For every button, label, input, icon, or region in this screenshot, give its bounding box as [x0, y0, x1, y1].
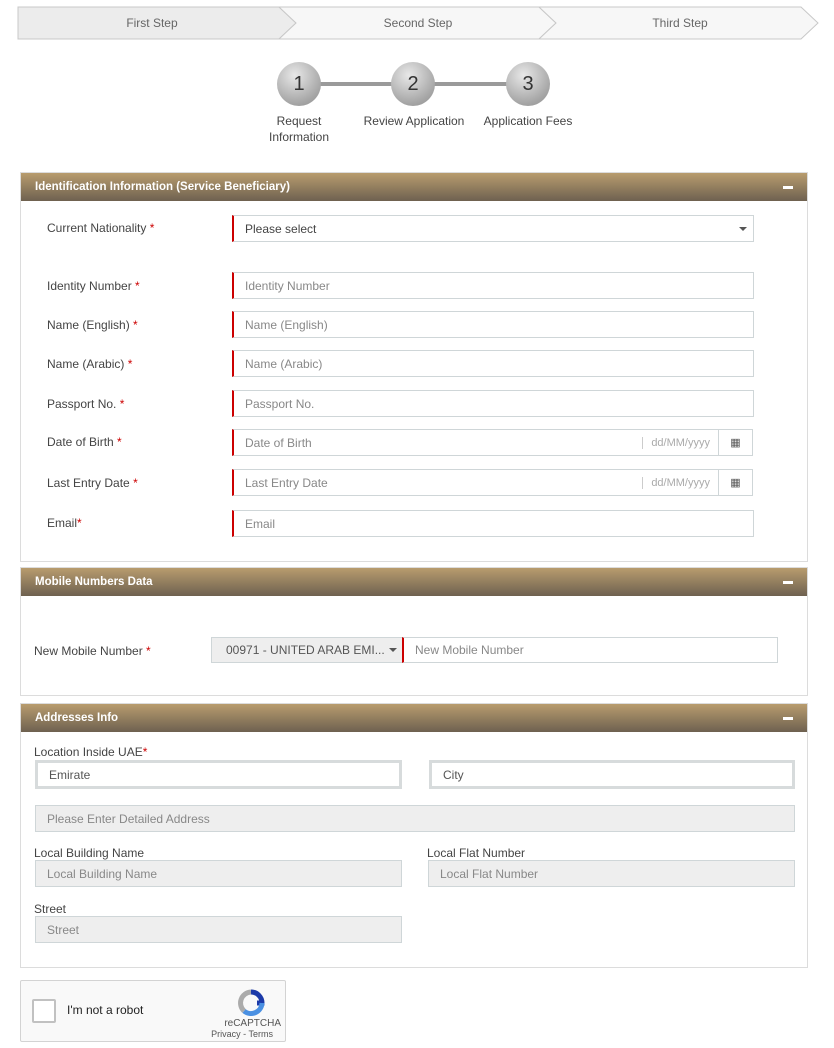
mobile-title: Mobile Numbers Data: [35, 576, 153, 588]
address-title: Addresses Info: [35, 712, 119, 724]
progress-label-1: Request Information: [268, 114, 330, 144]
passport-label: Passport No. *: [47, 397, 125, 411]
recaptcha-logo-icon: [236, 989, 266, 1017]
nationality-label: Current Nationality *: [47, 221, 155, 235]
last-entry-label: Last Entry Date *: [47, 476, 138, 490]
detailed-address-input[interactable]: Please Enter Detailed Address: [35, 805, 795, 832]
email-input[interactable]: Email: [232, 510, 754, 537]
email-label: Email*: [47, 516, 82, 530]
nationality-select[interactable]: Please select: [232, 215, 754, 242]
mobile-input[interactable]: New Mobile Number: [402, 637, 778, 663]
building-input[interactable]: Local Building Name: [35, 860, 402, 887]
dob-format: dd/MM/yyyy: [642, 437, 710, 449]
identification-title: Identification Information (Service Beneficiary): [35, 181, 290, 193]
emirate-select[interactable]: Emirate: [35, 760, 402, 789]
dob-input[interactable]: Date of Birth dd/MM/yyyy: [232, 429, 719, 456]
identification-header[interactable]: [21, 173, 807, 201]
name-en-label: Name (English) *: [47, 318, 138, 332]
recaptcha-links[interactable]: Privacy - Terms: [211, 1029, 273, 1039]
chevron-down-icon: [389, 648, 397, 652]
progress-step-1: 1: [277, 62, 321, 106]
flat-input[interactable]: Local Flat Number: [428, 860, 795, 887]
flat-label: Local Flat Number: [427, 846, 526, 860]
recaptcha-checkbox[interactable]: [32, 999, 56, 1023]
progress-step-3: 3: [506, 62, 550, 106]
street-label: Street: [34, 902, 67, 916]
identity-input[interactable]: Identity Number: [232, 272, 754, 299]
building-label: Local Building Name: [34, 846, 145, 860]
calendar-icon[interactable]: ▦: [718, 429, 753, 456]
recaptcha-widget: [20, 980, 286, 1042]
collapse-icon[interactable]: [783, 186, 793, 189]
name-ar-label: Name (Arabic) *: [47, 357, 133, 371]
wizard-step-first[interactable]: First Step: [126, 16, 178, 30]
last-entry-input[interactable]: Last Entry Date dd/MM/yyyy: [232, 469, 719, 496]
mobile-panel: [20, 567, 808, 696]
passport-input[interactable]: Passport No.: [232, 390, 754, 417]
collapse-icon[interactable]: [783, 717, 793, 720]
wizard-step-third[interactable]: Third Step: [652, 16, 708, 30]
mobile-header[interactable]: [21, 568, 807, 596]
calendar-icon[interactable]: ▦: [718, 469, 753, 496]
country-code-select[interactable]: 00971 - UNITED ARAB EMI...: [211, 637, 403, 663]
mobile-label: New Mobile Number *: [34, 644, 151, 658]
street-input[interactable]: Street: [35, 916, 402, 943]
progress-label-3: Application Fees: [483, 114, 573, 128]
recaptcha-label: I'm not a robot: [67, 1003, 144, 1017]
identity-label: Identity Number *: [47, 279, 140, 293]
wizard-step-second[interactable]: Second Step: [383, 16, 453, 30]
progress-step-2: 2: [391, 62, 435, 106]
location-label: Location Inside UAE*: [34, 745, 148, 759]
name-ar-input[interactable]: Name (Arabic): [232, 350, 754, 377]
city-select[interactable]: City: [429, 760, 795, 789]
dob-label: Date of Birth *: [47, 435, 122, 449]
chevron-down-icon: [739, 227, 747, 231]
name-en-input[interactable]: Name (English): [232, 311, 754, 338]
progress-label-2: Review Application: [363, 114, 465, 128]
address-header[interactable]: [21, 704, 807, 732]
recaptcha-brand: reCAPTCHA: [224, 1018, 281, 1029]
wizard-steps: [17, 6, 819, 40]
last-entry-format: dd/MM/yyyy: [642, 477, 710, 489]
collapse-icon[interactable]: [783, 581, 793, 584]
